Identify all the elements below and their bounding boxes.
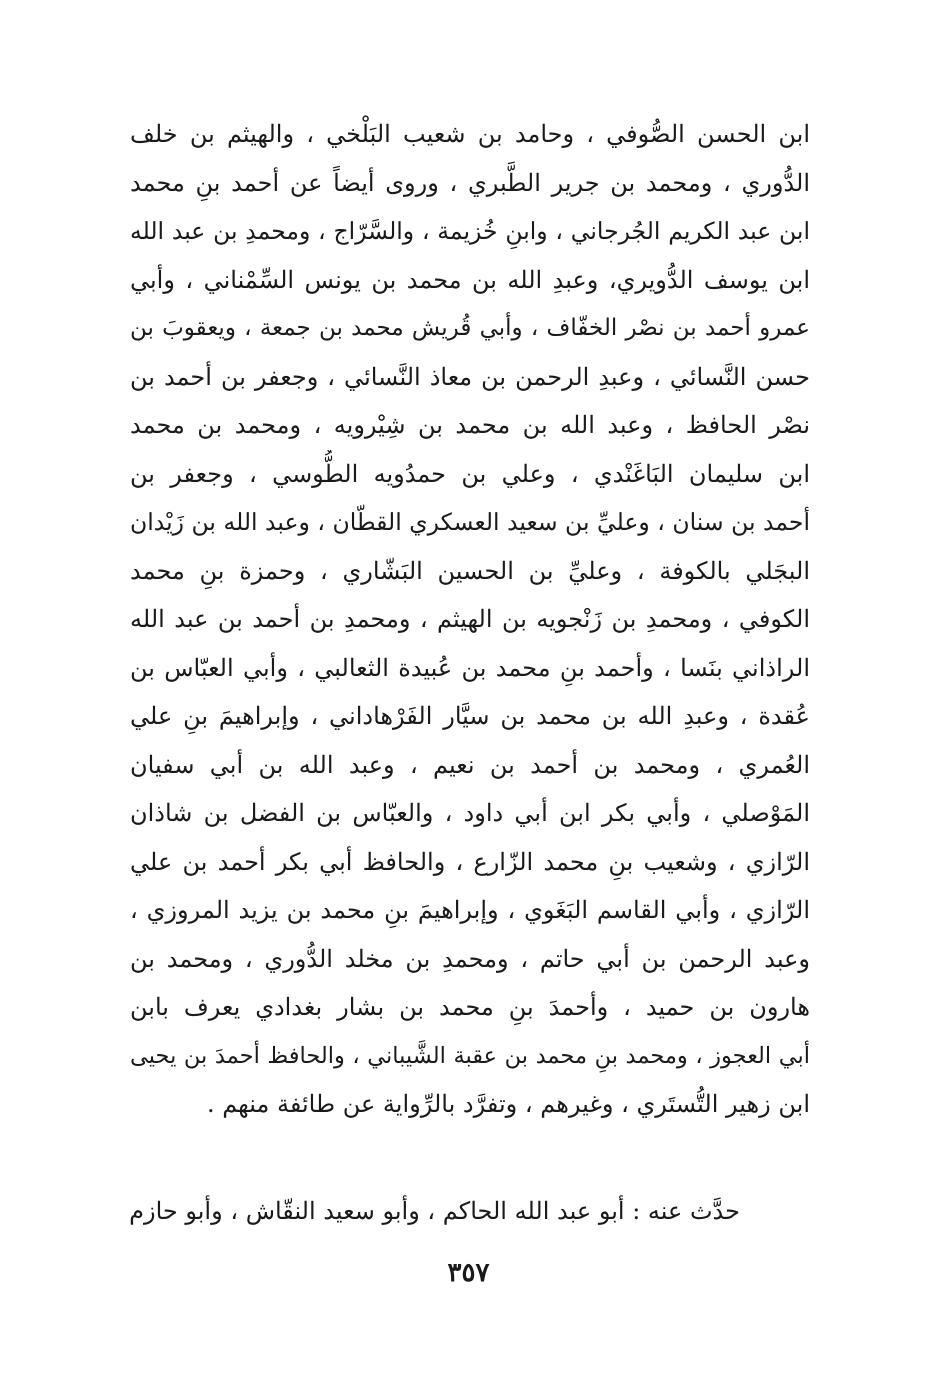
text-line: ابن زهير التُّستَري ، وغيرهم ، وتفرَّد بالرِّواية عن طائفة منهم . — [206, 1090, 810, 1118]
text-line: أبي العجوز ، ومحمد بنِ محمد بن عقبة الشَّيباني ، والحافظ أحمدَ بن يحيى — [130, 1042, 810, 1069]
text-line: هارون بن حميد ، وأحمدَ بنِ محمد بن بشار بغدادي يعرف بابن — [130, 993, 810, 1021]
text-line: نصْر الحافظ ، وعبد الله بن محمد بن شِيْرويه ، ومحمد بن محمد — [130, 411, 810, 439]
text-line: وعبد الرحمن بن أبي حاتم ، ومحمدِ بن مخلد الدُّوري ، ومحمد بن — [130, 944, 810, 973]
text-line: البجَلي بالكوفة ، وعليِّ بن الحسين البَشّاري ، وحمزة بنِ محمد — [130, 556, 810, 585]
text-line: الدُّوري ، ومحمد بن جرير الطَّبري ، وروى أيضاً عن أحمد بنِ محمد — [130, 168, 810, 197]
text-line: أحمد بن سنان ، وعليِّ بن سعيد العسكري القطّان ، وعبد الله بن زَيْدان — [130, 508, 810, 536]
text-line: ابن يوسف الدُّويري، وعبدِ الله بن محمد بن يونس السِّمْناني ، وأبي — [130, 265, 810, 294]
text-line: العُمري ، ومحمد بن أحمد بن نعيم ، وعبد الله بن أبي سفيان — [130, 750, 810, 779]
text-line: حسن النَّسائي ، وعبدِ الرحمن بن معاذ النَّسائي ، وجعفر بن أحمد بن — [130, 362, 810, 391]
text-line: الرّازي ، وأبي القاسم البَغَوي ، وإبراهيمَ بنِ محمد بن يزيد المروزي ، — [130, 896, 810, 924]
main-paragraph — [130, 110, 810, 1129]
narration-line: حدَّث عنه : أبو عبد الله الحاكم ، وأبو سعيد النقّاش ، وأبو حازم — [129, 1197, 740, 1225]
text-line: الكوفي ، ومحمدِ بن زَنْجويه بن الهيثم ، ومحمدِ بن أحمد بن عبد الله — [130, 605, 810, 633]
text-line: المَوْصلي ، وأبي بكر ابن أبي داود ، والعبّاس بن الفضل بن شاذان — [130, 799, 810, 827]
text-line: ابن الحسن الصُّوفي ، وحامد بن شعيب البَلْخي ، والهيثم بن خلف — [130, 120, 810, 148]
text-line: الراذاني بنَسا ، وأحمد بنِ محمد بن عُبيدة الثعالبي ، وأبي العبّاس بن — [130, 653, 810, 682]
text-line: ابن سليمان البَاغَنْدي ، وعلي بن حمدُويه الطُّوسي ، وجعفر بن — [130, 459, 810, 488]
text-line: عمرو أحمد بن نصْر الخفّاف ، وأبي قُريش محمد بن جمعة ، ويعقوبَ بن — [130, 315, 810, 341]
page-number: ٣٥٧ — [447, 1258, 490, 1288]
text-line: ابن عبد الكريم الجُرجاني ، وابنِ خُزيمة ، والسَّرّاج ، ومحمدِ بن عبد الله — [130, 217, 810, 245]
text-line: الرّازي ، وشعيب بنِ محمد الزّارع ، والحافظ أبي بكر أحمد بن علي — [130, 847, 810, 876]
text-line: عُقدة ، وعبدِ الله بن محمد بن سيَّار الفَرْهاداني ، وإبراهيمَ بنِ علي — [130, 702, 810, 730]
